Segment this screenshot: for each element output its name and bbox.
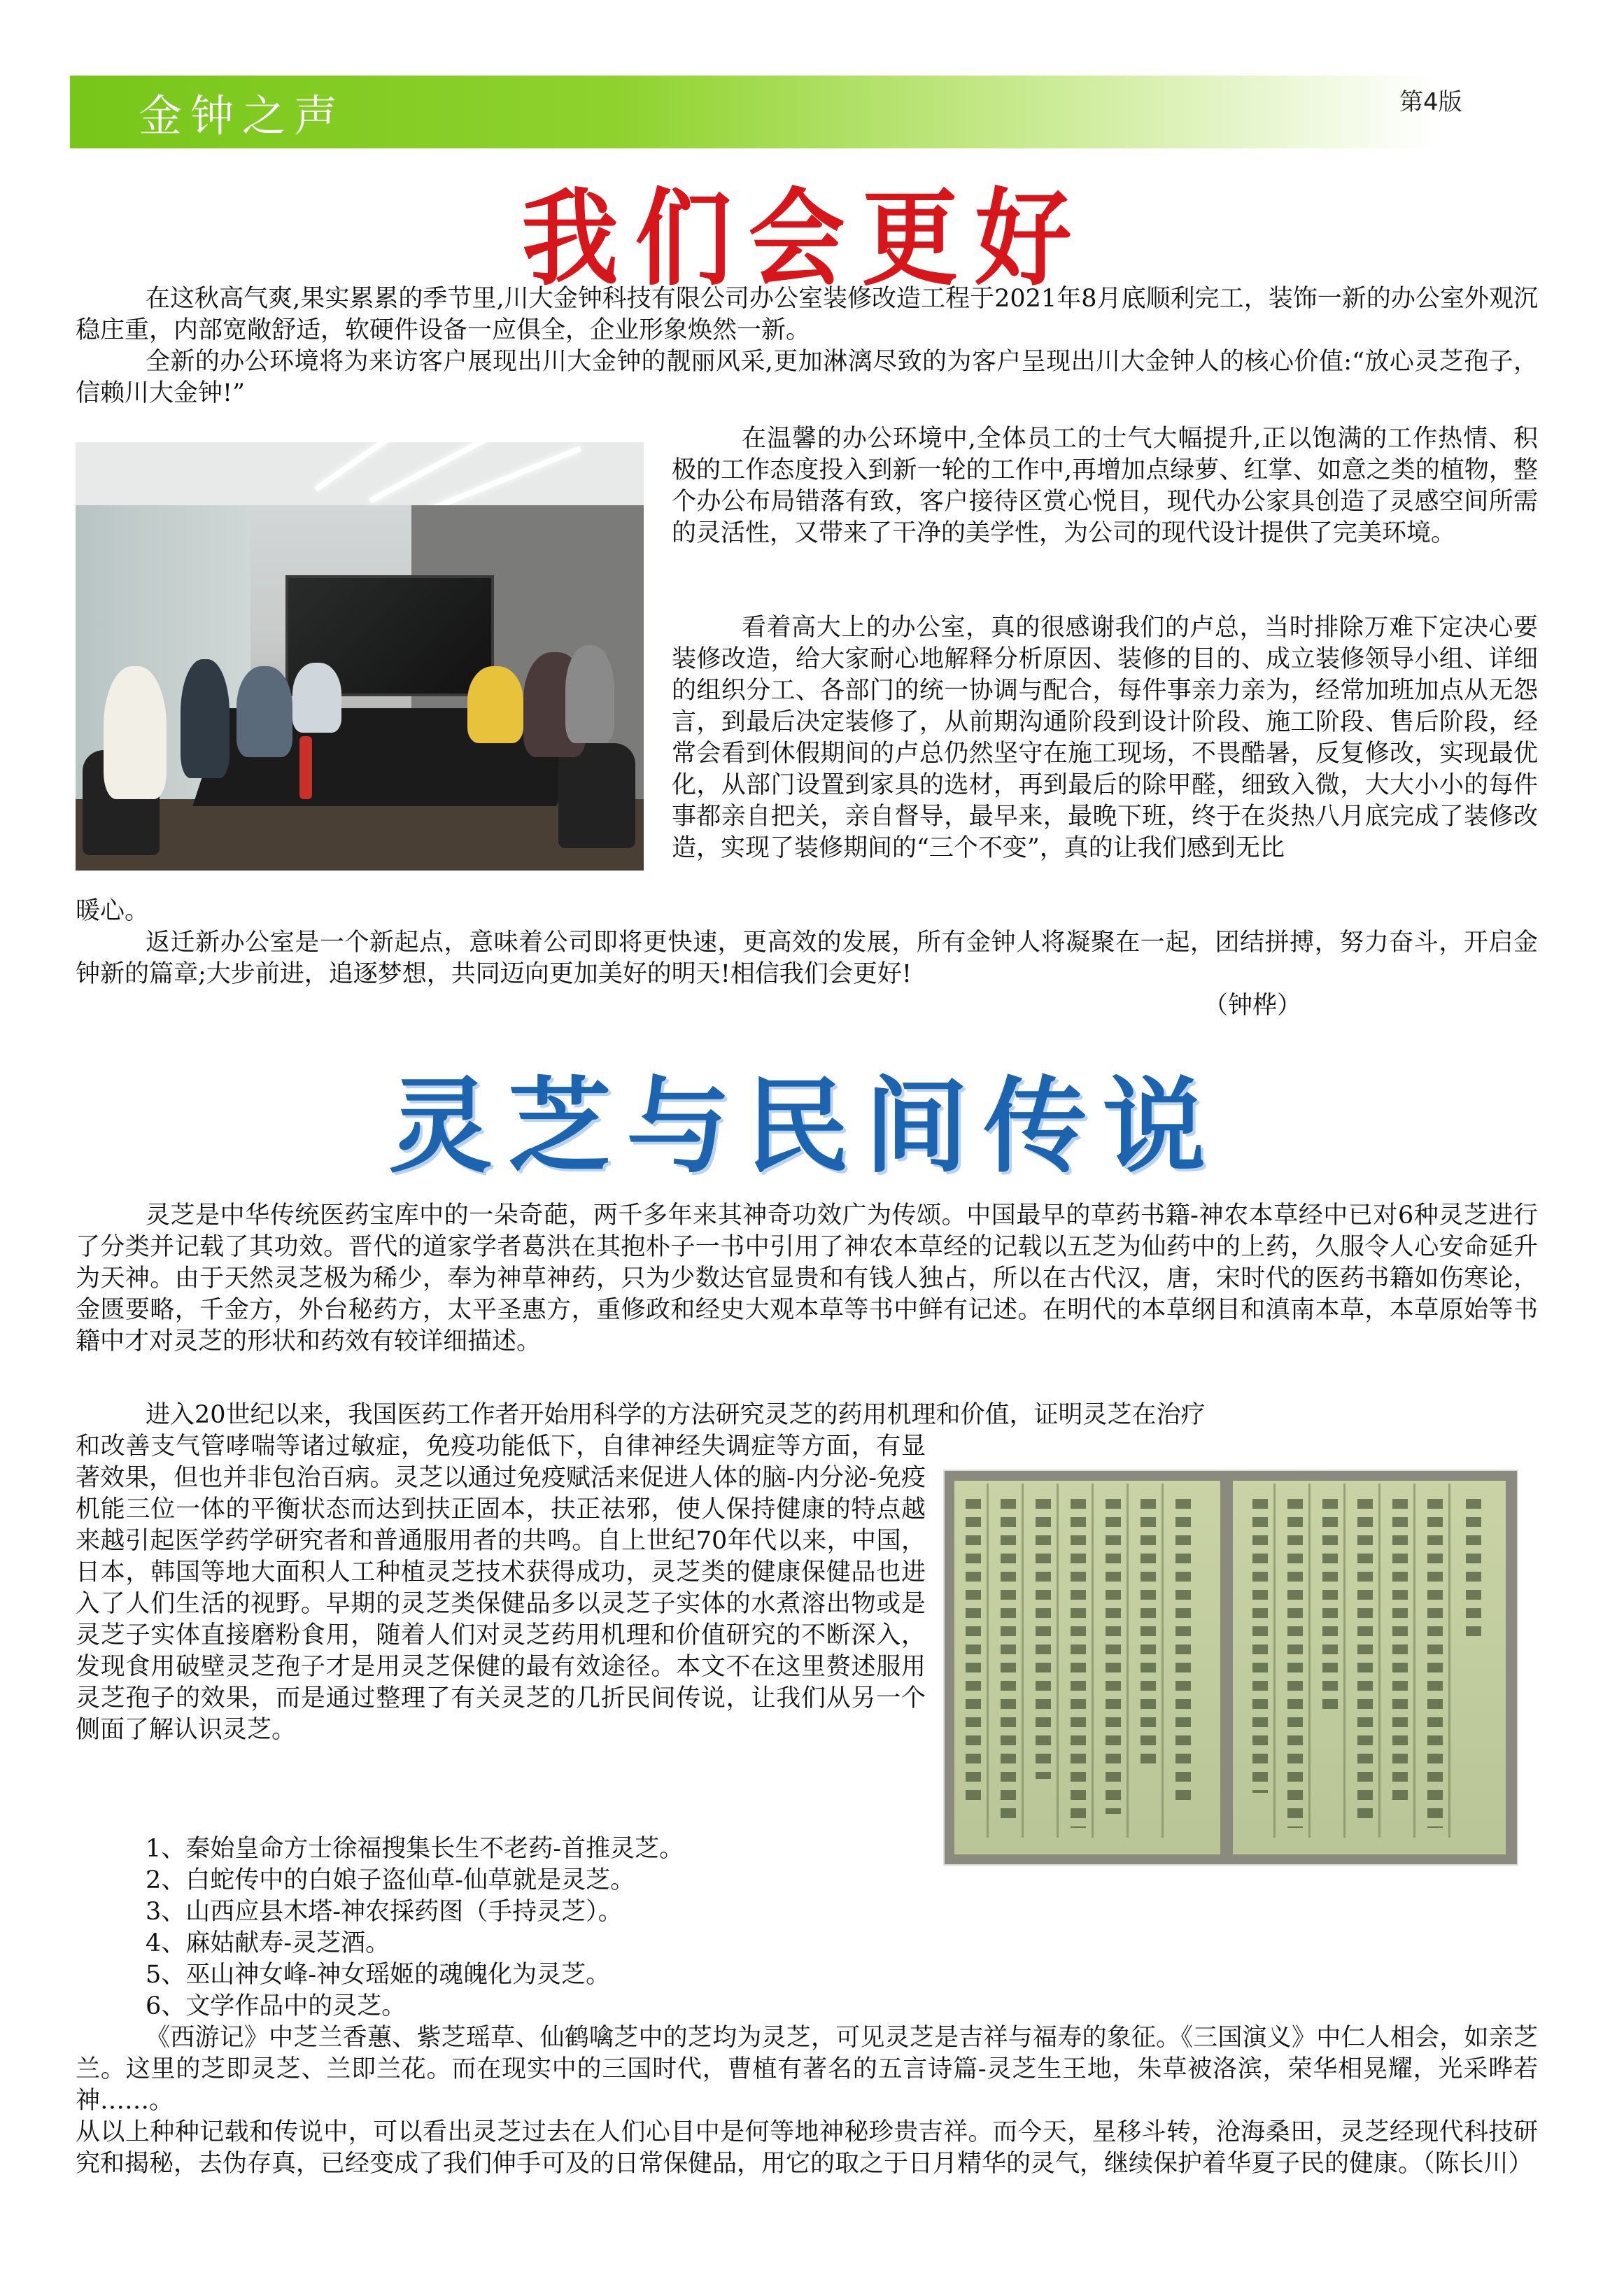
list-item: 3、山西应县木塔-神农採药图（手持灵芝）。 (146, 1898, 623, 1926)
ancient-herbal-book-photo (943, 1470, 1518, 1866)
article2-paragraph-2-lead: 进入20世纪以来，我国医药工作者开始用科学的方法研究灵芝的药用机理和价值，证明灵芝在治疗 (146, 1401, 1206, 1429)
article1-paragraph-4: 看着高大上的办公室，真的很感谢我们的卢总，当时排除万难下定决心要装修改造，给大家耐心地解释分析原因、装修的目的、成立装修领导小组、详细的组织分工、各部门的统一协调与配合，每件事亲力亲为，经常加班加点从无怨言，到最后决定装修了，从前期沟通阶段到设计阶段、施工阶段、售后阶段，经常会看到休假期间的卢总仍然坚守在施工现场，不畏酷暑，反复修改，实现最优化，从部门设置到家具的选材，再到最后的除甲醛，细致入微，大大小小的每件事都亲自把关，亲自督导，最早来，最晚下班，终于在炎热八月底完成了装修改造，实现了装修期间的“三个不变”，真的让我们感到无比 (672, 614, 1538, 862)
list-item: 1、秦始皇命方士徐福搜集长生不老药-首推灵芝。 (146, 1835, 684, 1863)
office-meeting-photo (76, 442, 644, 871)
article1-headline: 我们会更好 (521, 178, 1089, 300)
article2-paragraph-4: 从以上种种记载和传说中，可以看出灵芝过去在人们心目中是何等地神秘珍贵吉祥。而今天，星移斗转，沧海桑田，灵芝经现代科技研究和揭秘，去伪存真，已经变成了我们伸手可及的日常保健品，用它的取之于日月精华的灵气，继续保护着华夏子民的健康。（陈长川） (76, 2118, 1538, 2178)
article2-paragraph-2: 和改善支气管哮喘等诸过敏症，免疫功能低下，自律神经失调症等方面，有显著效果，但也并非包治百病。灵芝以通过免疫赋活来促进人体的脑-内分泌-免疫机能三位一体的平衡状态而达到扶正固本，扶正祛邪，使人保持健康的特点越来越引起医学药学研究者和普通服用者的共鸣。自上世纪70年代以来，中国，日本，韩国等地大面积人工种植灵芝技术获得成功，灵芝类的健康保健品也进入了人们生活的视野。早期的灵芝类保健品多以灵芝子实体的水煮溶出物或是灵芝子实体直接磨粉食用，随着人们对灵芝药用机理和价值研究的不断深入，发现食用破壁灵芝孢子才是用灵芝保健的最有效途径。本文不在这里赘述服用灵芝孢子的效果，而是通过整理了有关灵芝的几折民间传说，让我们从另一个侧面了解认识灵芝。 (76, 1432, 926, 1744)
article1-paragraph-1: 在这秋高气爽,果实累累的季节里,川大金钟科技有限公司办公室装修改造工程于2021年8月底顺利完工，装饰一新的办公室外观沉稳庄重，内部宽敞舒适，软硬件设备一应俱全，企业形象焕然一新。 (76, 285, 1538, 344)
article1-author: （钟桦） (1203, 992, 1301, 1020)
article1-paragraph-2: 全新的办公环境将为来访客户展现出川大金钟的靓丽风采,更加淋漓尽致的为客户呈现出川大金钟人的核心价值:“放心灵芝孢子，信赖川大金钟!” (76, 348, 1538, 407)
article1-paragraph-3: 在温馨的办公环境中,全体员工的士气大幅提升,正以饱满的工作热情、积极的工作态度投入到新一轮的工作中,再增加点绿萝、红掌、如意之类的植物，整个办公布局错落有致，客户接待区赏心悦目，现代办公家具创造了灵感空间所需的灵活性，又带来了干净的美学性，为公司的现代设计提供了完美环境。 (672, 425, 1538, 547)
list-item: 5、巫山神女峰-神女瑶姬的魂魄化为灵芝。 (146, 1961, 611, 1989)
newsletter-title: 金钟之声 (139, 90, 346, 141)
article2-headline: 灵芝与民间传说 (388, 1066, 1222, 1187)
article2-paragraph-3: 《西游记》中芝兰香蕙、紫芝瑶草、仙鹤噙芝中的芝均为灵芝，可见灵芝是吉祥与福寿的象征。《三国演义》中仁人相会，如亲芝兰。这里的芝即灵芝、兰即兰花。而在现实中的三国时代，曹植有著名的五言诗篇-灵芝生王地，朱草被洛滨，荣华相晃耀，光采晔若神‥‥‥。 (76, 2024, 1538, 2115)
list-item: 6、文学作品中的灵芝。 (146, 1992, 407, 2020)
article1-paragraph-4-end: 暖心。 (76, 897, 150, 925)
header-banner (70, 76, 1434, 148)
list-item: 2、白蛇传中的白娘子盗仙草-仙草就是灵芝。 (146, 1866, 635, 1894)
article1-paragraph-5: 返迁新办公室是一个新起点，意味着公司即将更快速，更高效的发展，所有金钟人将凝聚在一起，团结拼搏，努力奋斗，开启金钟新的篇章;大步前进，追逐梦想，共同迈向更加美好的明天!相信我们会更好! (76, 929, 1538, 988)
legend-list (76, 1833, 926, 2022)
edition-number: 第4版 (1399, 88, 1462, 116)
list-item: 4、麻姑献寿-灵芝酒。 (146, 1929, 390, 1957)
article2-paragraph-1: 灵芝是中华传统医药宝库中的一朵奇葩，两千多年来其神奇功效广为传颂。中国最早的草药书籍-神农本草经中已对6种灵芝进行了分类并记载了其功效。晋代的道家学者葛洪在其抱朴子一书中引用了神农本草经的记载以五芝为仙药中的上药，久服令人心安命延升为天神。由于天然灵芝极为稀少，奉为神草神药，只为少数达官显贵和有钱人独占，所以在古代汉，唐，宋时代的医药书籍如伤寒论，金匮要略，千金方，外台秘药方，太平圣惠方，重修政和经史大观本草等书中鲜有记述。在明代的本草纲目和滇南本草，本草原始等书籍中才对灵芝的形状和药效有较详细描述。 (76, 1202, 1538, 1355)
